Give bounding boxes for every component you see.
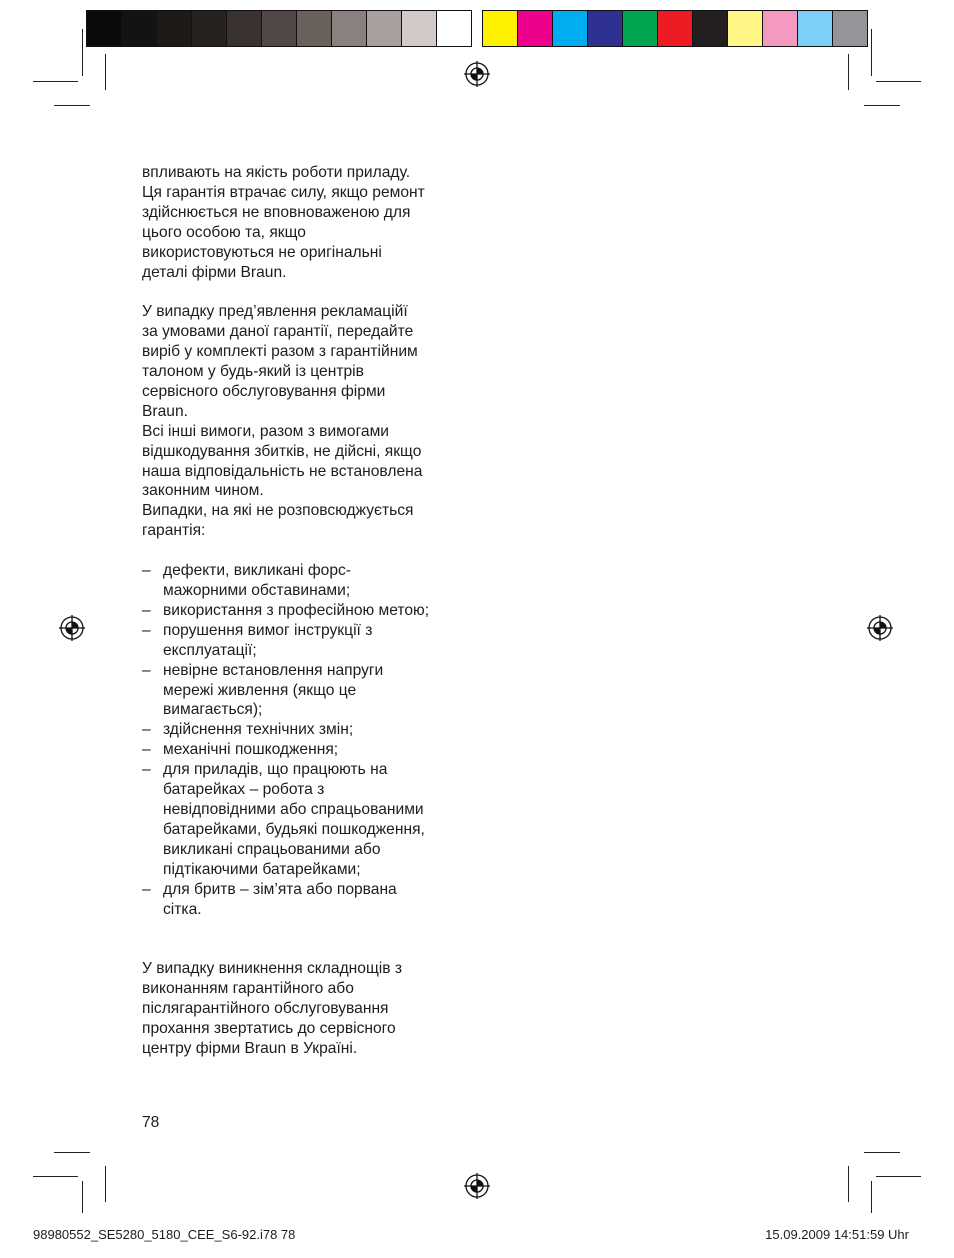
- warranty-text-column: [142, 163, 482, 1059]
- crop-mark: [82, 29, 83, 76]
- list-item-text: здійснення технічних змін;: [163, 721, 354, 739]
- gray-swatch: [437, 11, 471, 46]
- list-item: [142, 561, 482, 601]
- list-dash: –: [142, 721, 151, 739]
- registration-target-icon: [464, 1173, 490, 1199]
- crop-mark: [848, 1166, 849, 1202]
- crop-mark: [33, 1176, 78, 1177]
- paragraph-spacer: [142, 282, 482, 302]
- process-color-bar: [482, 10, 868, 47]
- crop-mark: [864, 1152, 900, 1153]
- color-swatch: [623, 11, 658, 46]
- grayscale-color-bar: [86, 10, 472, 47]
- crop-mark: [848, 54, 849, 90]
- color-swatch: [833, 11, 867, 46]
- print-timestamp: 15.09.2009 14:51:59 Uhr: [765, 1227, 909, 1242]
- color-swatch: [658, 11, 693, 46]
- color-swatch: [798, 11, 833, 46]
- gray-swatch: [87, 11, 122, 46]
- list-dash: –: [142, 562, 151, 580]
- color-swatch: [588, 11, 623, 46]
- registration-target-icon: [464, 61, 490, 87]
- gray-swatch: [122, 11, 157, 46]
- crop-mark: [82, 1181, 83, 1213]
- registration-target-icon: [867, 615, 893, 641]
- crop-mark: [105, 1166, 106, 1202]
- gray-swatch: [192, 11, 227, 46]
- crop-mark: [33, 81, 78, 82]
- crop-mark: [54, 105, 90, 106]
- list-item: [142, 621, 482, 661]
- exclusions-intro: Випадки, на які не розповсюджується гарантія:: [142, 502, 414, 540]
- page-number: 78: [142, 1114, 160, 1131]
- list-dash: –: [142, 741, 151, 759]
- gray-swatch: [367, 11, 402, 46]
- list-dash: –: [142, 661, 151, 679]
- paragraph-spacer: [142, 541, 482, 561]
- service-contact-paragraph: У випадку виникнення складнощів з виконанням гарантійного або післягарантійного обслуговування прохання звертатись до сервісного центру фірми Braun в Україні.: [142, 960, 403, 1057]
- color-swatch: [518, 11, 553, 46]
- color-swatch: [483, 11, 518, 46]
- crop-mark: [864, 105, 900, 106]
- list-item-text: використання з професійною метою;: [163, 601, 430, 619]
- list-item: [142, 760, 482, 879]
- gray-swatch: [262, 11, 297, 46]
- color-swatch: [553, 11, 588, 46]
- list-dash: –: [142, 601, 151, 619]
- claims-paragraph: У випадку пред’явлення рекламаційї за умовами даної гарантії, передайте виріб у комплекті разом з гарантійним талоном у будь-який із центрів сервісного обслуговування фірми Braun.: [142, 303, 418, 420]
- color-swatch: [763, 11, 798, 46]
- gray-swatch: [227, 11, 262, 46]
- crop-mark: [871, 1181, 872, 1213]
- print-file-slug: 98980552_SE5280_5180_CEE_S6-92.i78 78: [33, 1227, 296, 1242]
- list-item-text: невірне встановлення напруги мережі живлення (якщо це вимагається);: [163, 661, 384, 719]
- warranty-paragraph: впливають на якість роботи приладу. Ця гарантія втрачає силу, якщо ремонт здійснюється не вповноваженою для цього особою та, якщо використовуються не оригінальні деталі фірми Braun.: [142, 164, 425, 281]
- exclusions-list: [142, 561, 482, 919]
- list-item-text: порушення вимог інструкції з експлуатації;: [163, 621, 373, 659]
- gray-swatch: [157, 11, 192, 46]
- crop-mark: [871, 29, 872, 76]
- list-item: [142, 880, 482, 920]
- list-item: [142, 720, 482, 740]
- registration-target-icon: [59, 615, 85, 641]
- crop-mark: [876, 1176, 921, 1177]
- paragraph-spacer: [142, 939, 482, 959]
- paragraph-spacer: [142, 919, 482, 939]
- list-item: [142, 740, 482, 760]
- list-item: [142, 601, 482, 621]
- crop-mark: [105, 54, 106, 90]
- color-swatch: [693, 11, 728, 46]
- list-dash: –: [142, 621, 151, 639]
- list-dash: –: [142, 761, 151, 779]
- liability-paragraph: Всі інші вимоги, разом з вимогами відшкодування збитків, не дійсні, якщо наша відповідальність не встановлена законним чином.: [142, 422, 423, 500]
- gray-swatch: [402, 11, 437, 46]
- color-swatch: [728, 11, 763, 46]
- gray-swatch: [297, 11, 332, 46]
- gray-swatch: [332, 11, 367, 46]
- list-item-text: механічні пошкодження;: [163, 741, 339, 759]
- crop-mark: [876, 81, 921, 82]
- list-item: [142, 661, 482, 721]
- list-item-text: дефекти, викликані форс- мажорними обставинами;: [163, 562, 352, 599]
- list-dash: –: [142, 880, 151, 898]
- crop-mark: [54, 1152, 90, 1153]
- list-item-text: для бритв – зім’ята або порвана сітка.: [163, 880, 397, 918]
- list-item-text: для приладів, що працюють на батарейках – робота з невідповідними або спрацьованими батарейками, будьякі пошкодження, викликані спрацьованими або підтікаючими батарейками;: [163, 761, 425, 878]
